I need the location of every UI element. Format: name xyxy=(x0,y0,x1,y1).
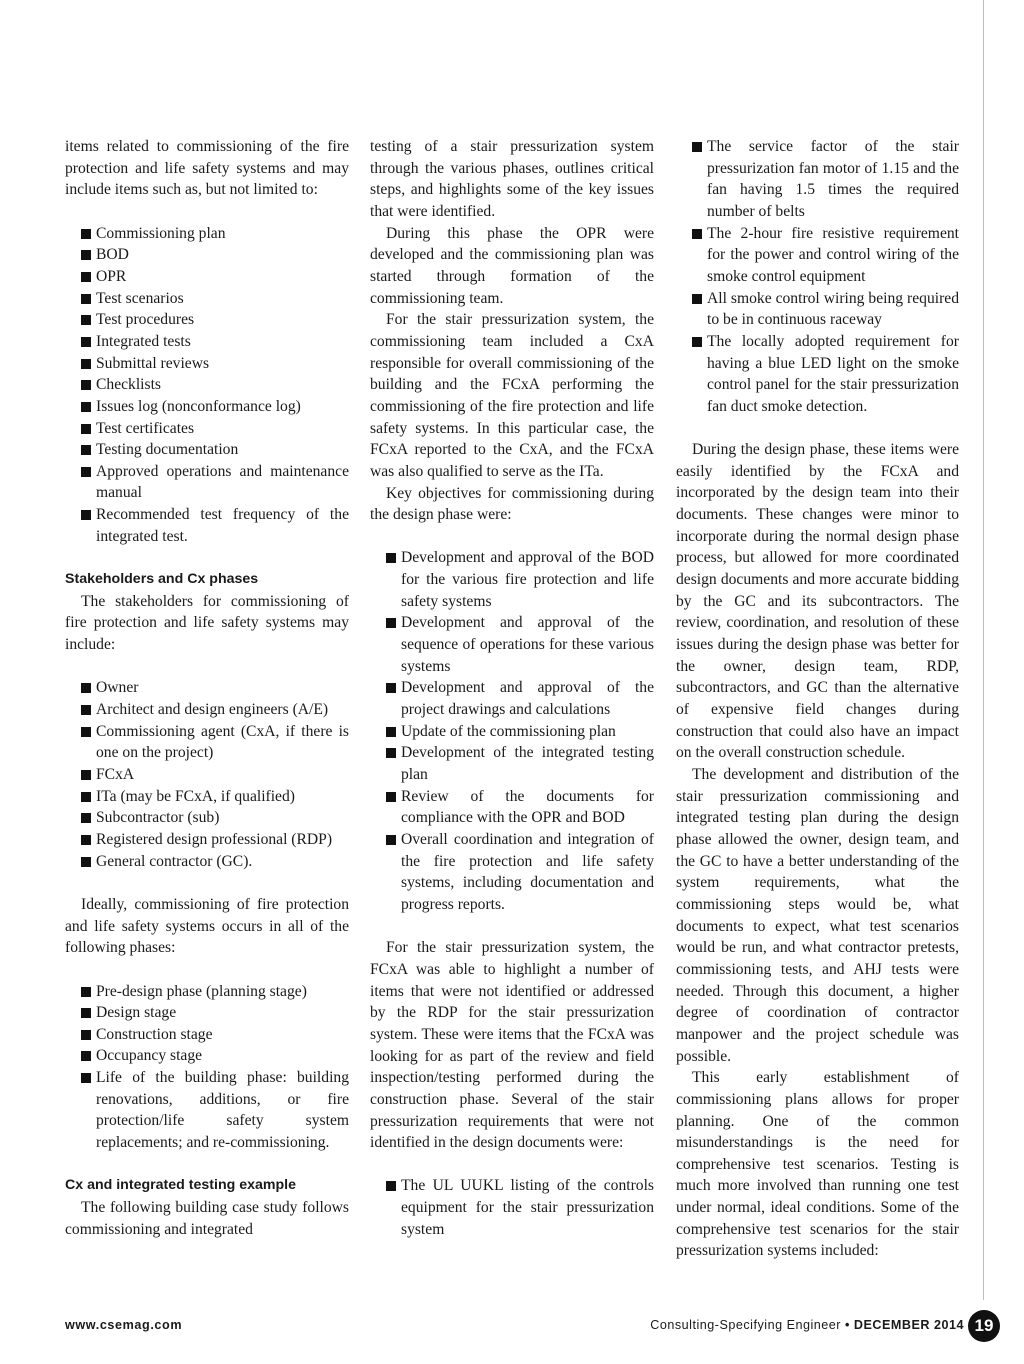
list-item: General contractor (GC). xyxy=(96,851,349,873)
early-establishment-paragraph: This early establishment of commissioning plans allows for proper planning. One of the common misunderstandings is the need for comprehensive test scenarios. Testing is much more involved than running one test under normal, ideal conditions. Some of the comprehensive test scenarios for the stair pressurization systems included: xyxy=(676,1069,959,1260)
bullet-square-icon xyxy=(386,618,396,628)
stakeholders-list xyxy=(65,677,349,872)
list-item: Overall coordination and integration of the fire protection and life safety systems, including documentation and progress reports. xyxy=(401,829,654,916)
objectives-list xyxy=(370,547,654,915)
bullet-square-icon xyxy=(81,770,91,780)
footer-magazine: Consulting-Specifying Engineer xyxy=(650,1318,841,1332)
requirements-list xyxy=(370,1175,654,1240)
list-item: Testing documentation xyxy=(96,439,349,461)
bullet-square-icon xyxy=(81,1073,91,1083)
footer-publication xyxy=(650,1318,964,1332)
requirements-list-continued xyxy=(676,136,959,418)
bullet-square-icon xyxy=(692,294,702,304)
list-item: Approved operations and maintenance manual xyxy=(96,461,349,504)
list-item: Architect and design engineers (A/E) xyxy=(96,699,349,721)
bullet-square-icon xyxy=(81,315,91,325)
list-item: BOD xyxy=(96,244,349,266)
section-heading-cx-example: Cx and integrated testing example xyxy=(65,1177,296,1194)
list-item: Test certificates xyxy=(96,418,349,440)
bullet-square-icon xyxy=(692,142,702,152)
list-item: Test procedures xyxy=(96,309,349,331)
col1-intro-paragraph: items related to commissioning of the fire protection and life safety systems and may include items such as, but not limited to: xyxy=(65,138,349,199)
bullet-square-icon xyxy=(81,510,91,520)
list-item: Pre-design phase (planning stage) xyxy=(96,981,349,1003)
bullet-square-icon xyxy=(81,359,91,369)
col2-continued-paragraph: testing of a stair pressurization system through the various phases, outlines critical steps, and highlights some of the key issues that were identified. xyxy=(370,138,654,220)
development-paragraph: The development and distribution of the stair pressurization commissioning and integrated testing plan during the design phase allowed the owner, design team, and the GC to have a better understanding of the system requirements, what the commissioning steps would be, what documents to expect, what test scenarios would be run, and what contractor pretests, commissioning tests, and AHJ tests were needed. Through this document, a higher degree of coordination of contractor manpower and the project schedule was possible. xyxy=(676,766,959,1065)
list-item: All smoke control wiring being required to be in continuous raceway xyxy=(707,288,959,331)
bullet-square-icon xyxy=(386,792,396,802)
ideally-paragraph: Ideally, commissioning of fire protection and life safety systems occurs in all of the following phases: xyxy=(65,895,349,957)
list-item: Test scenarios xyxy=(96,288,349,310)
list-item: ITa (may be FCxA, if qualified) xyxy=(96,786,349,808)
bullet-square-icon xyxy=(81,792,91,802)
bullet-square-icon xyxy=(81,705,91,715)
column-2 xyxy=(370,136,654,1240)
bullet-square-icon xyxy=(692,229,702,239)
list-item: Issues log (nonconformance log) xyxy=(96,396,349,418)
list-item: Review of the documents for compliance with the OPR and BOD xyxy=(401,786,654,829)
list-item: Update of the commissioning plan xyxy=(401,721,654,743)
bullet-square-icon xyxy=(81,1008,91,1018)
list-item: Checklists xyxy=(96,374,349,396)
list-item: Subcontractor (sub) xyxy=(96,807,349,829)
key-objectives-paragraph: Key objectives for commissioning during the design phase were: xyxy=(370,484,654,524)
bullet-square-icon xyxy=(81,445,91,455)
bullet-square-icon xyxy=(81,272,91,282)
column-3 xyxy=(676,136,959,1262)
bullet-square-icon xyxy=(81,835,91,845)
bullet-square-icon xyxy=(81,402,91,412)
bullet-square-icon xyxy=(81,467,91,477)
commissioning-team-paragraph: For the stair pressurization system, the commissioning team included a CxA responsible for overall commissioning of the building and the FCxA performing the commissioning of the fire protection and life safety systems. In this particular case, the FCxA reported to the CxA, and the FCxA was also qualified to serve as the ITa. xyxy=(370,311,654,480)
list-item: FCxA xyxy=(96,764,349,786)
bullet-square-icon xyxy=(81,294,91,304)
during-phase-paragraph: During this phase the OPR were developed and the commissioning plan was started through formation of the commissioning team. xyxy=(370,224,654,307)
bullet-square-icon xyxy=(81,857,91,867)
bullet-square-icon xyxy=(692,337,702,347)
section-heading-stakeholders: Stakeholders and Cx phases xyxy=(65,571,259,588)
bullet-square-icon xyxy=(81,250,91,260)
bullet-square-icon xyxy=(386,1181,396,1191)
list-item: The UL UUKL listing of the controls equipment for the stair pressurization system xyxy=(401,1175,654,1240)
bullet-square-icon xyxy=(81,727,91,737)
bullet-square-icon xyxy=(81,337,91,347)
bullet-square-icon xyxy=(386,835,396,845)
bullet-square-icon xyxy=(81,683,91,693)
stakeholders-paragraph: The stakeholders for commissioning of fire protection and life safety systems may include: xyxy=(65,592,349,654)
bullet-square-icon xyxy=(386,683,396,693)
list-item: Life of the building phase: building renovations, additions, or fire protection/life safety system replacements; and re-commissioning. xyxy=(96,1067,349,1154)
column-1 xyxy=(65,136,349,1240)
list-item: Registered design professional (RDP) xyxy=(96,829,349,851)
list-item: Development of the integrated testing plan xyxy=(401,742,654,785)
footer-issue: DECEMBER 2014 xyxy=(853,1318,964,1332)
footer-website: www.csemag.com xyxy=(65,1318,183,1332)
list-item: Occupancy stage xyxy=(96,1045,349,1067)
list-item: The 2-hour fire resistive requirement for the power and control wiring of the smoke control equipment xyxy=(707,223,959,288)
list-item: Submittal reviews xyxy=(96,353,349,375)
bullet-square-icon xyxy=(386,748,396,758)
case-study-paragraph: The following building case study follows commissioning and integrated xyxy=(65,1199,349,1238)
list-item: Construction stage xyxy=(96,1024,349,1046)
bullet-square-icon xyxy=(81,380,91,390)
bullet-square-icon xyxy=(386,727,396,737)
list-item: Development and approval of the BOD for the various fire protection and life safety systems xyxy=(401,547,654,612)
bullet-square-icon xyxy=(81,229,91,239)
list-item: Integrated tests xyxy=(96,331,349,353)
page-number-badge: 19 xyxy=(968,1310,1000,1342)
list-item: Development and approval of the sequence of operations for these various systems xyxy=(401,612,654,677)
list-item: Design stage xyxy=(96,1002,349,1024)
list-item: Owner xyxy=(96,677,349,699)
list-item: Commissioning agent (CxA, if there is one on the project) xyxy=(96,721,349,764)
stair-pressurization-paragraph: For the stair pressurization system, the FCxA was able to highlight a number of items that were not identified or addressed by the RDP for the stair pressurization system. These were items that the FCxA was looking for as part of the review and field inspection/testing performed during the construction phase. Several of the stair pressurization requirements that were not identified in the design documents were: xyxy=(370,939,654,1152)
page-edge-rule xyxy=(983,0,984,1300)
phases-list xyxy=(65,981,349,1154)
list-item: Development and approval of the project drawings and calculations xyxy=(401,677,654,720)
bullet-square-icon xyxy=(81,424,91,434)
list-item: The service factor of the stair pressurization fan motor of 1.15 and the fan having 1.5 times the required number of belts xyxy=(707,136,959,223)
bullet-square-icon xyxy=(386,553,396,563)
bullet-square-icon xyxy=(81,987,91,997)
bullet-square-icon xyxy=(81,1051,91,1061)
list-item: The locally adopted requirement for having a blue LED light on the smoke control panel for the stair pressurization fan duct smoke detection. xyxy=(707,331,959,418)
footer-separator: • xyxy=(844,1318,850,1332)
bullet-square-icon xyxy=(81,813,91,823)
design-phase-paragraph: During the design phase, these items were easily identified by the FCxA and incorporated by the design team into their documents. These changes were minor to incorporate during the normal design phase process, but allowed for more coordinated design documents and more accurate bidding by the GC and its subcontractors. The review, coordination, and resolution of these issues during the design phase was better for the owner, design team, RDP, subcontractors, and GC than the alternative of expensive field changes during construction that could also have an impact on the overall construction schedule. xyxy=(676,441,959,762)
commissioning-items-list xyxy=(65,223,349,548)
list-item: Commissioning plan xyxy=(96,223,349,245)
list-item: Recommended test frequency of the integrated test. xyxy=(96,504,349,547)
list-item: OPR xyxy=(96,266,349,288)
bullet-square-icon xyxy=(81,1030,91,1040)
